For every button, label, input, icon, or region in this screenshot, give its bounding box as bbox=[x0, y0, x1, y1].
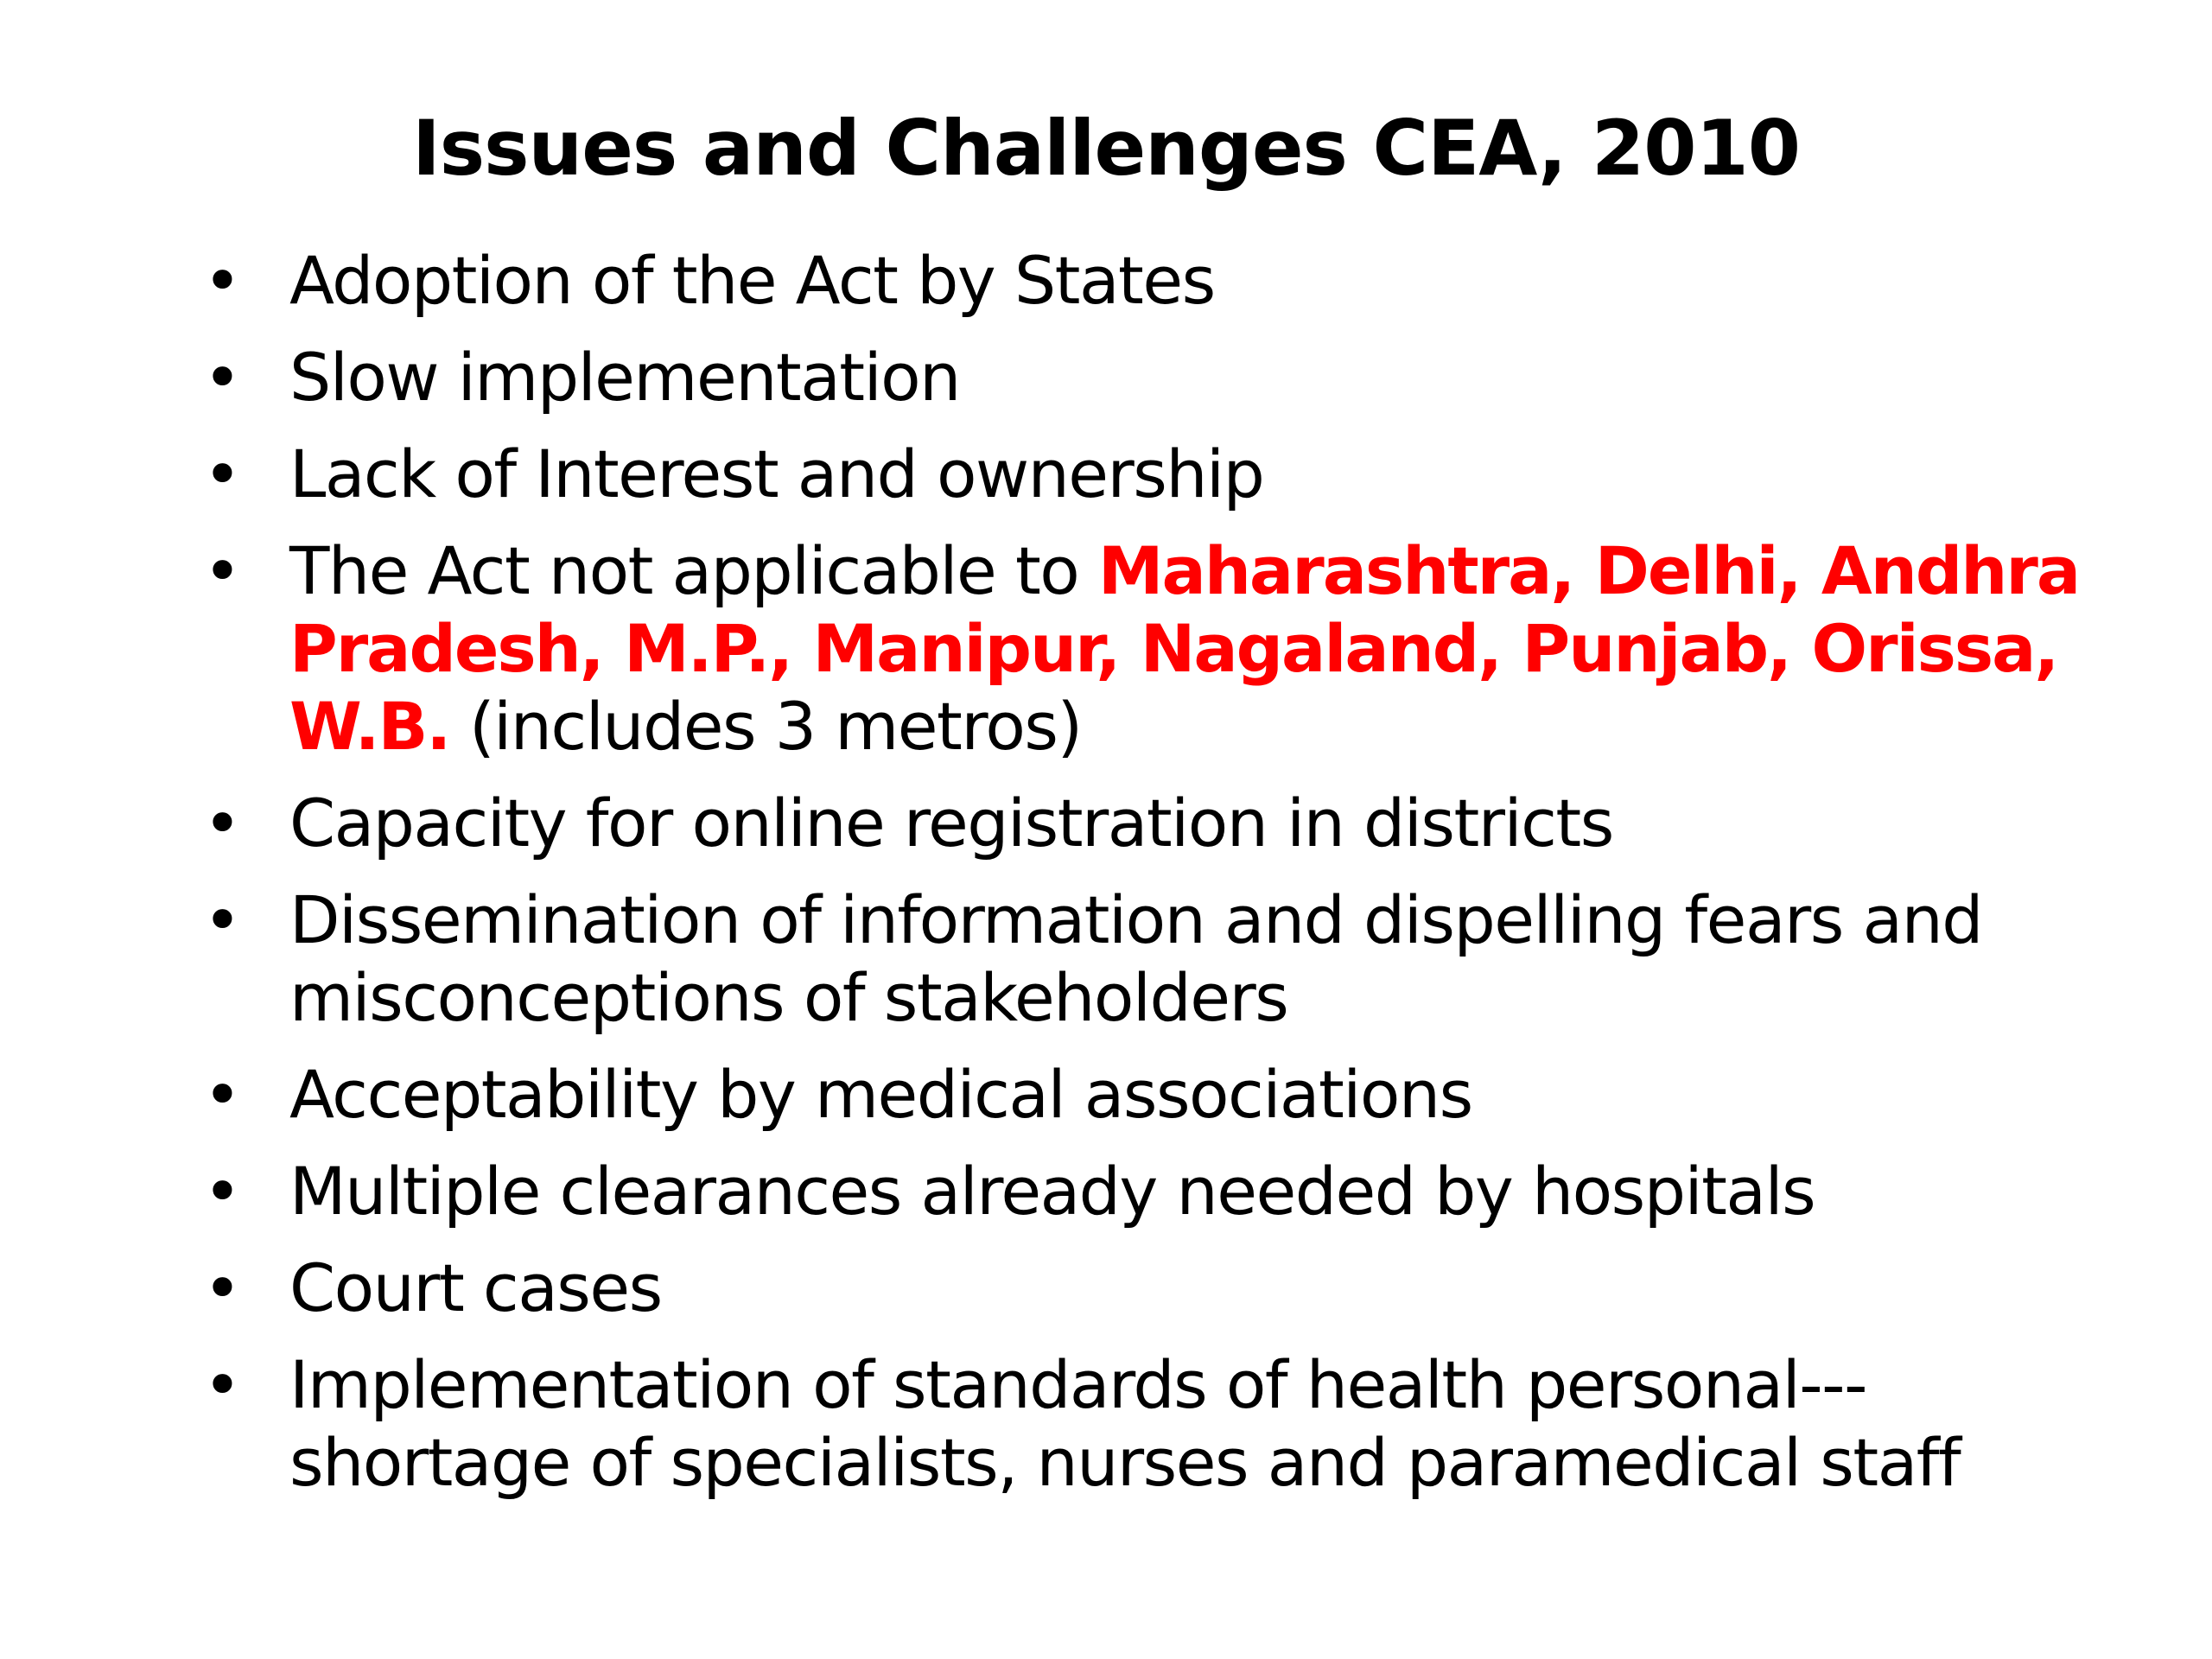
bullet-text: Lack of Interest and ownership bbox=[289, 435, 1264, 512]
bullet-text: The Act not applicable to bbox=[289, 532, 1098, 609]
bullet-item bbox=[194, 435, 2061, 513]
slide-title: Issues and Challenges CEA, 2010 bbox=[412, 104, 1800, 193]
state-list-highlight: Maharashtra, Delhi, Andhra bbox=[1097, 532, 2080, 609]
bullet-text: misconceptions of stakeholders bbox=[289, 959, 1288, 1036]
bullet-text: shortage of specialists, nurses and paramedical staff bbox=[289, 1424, 1961, 1501]
bullet-text: (includes 3 metros) bbox=[449, 688, 1082, 765]
bullet-dot-icon: • bbox=[203, 1249, 241, 1326]
bullet-text: Court cases bbox=[289, 1249, 662, 1326]
bullet-text: Dissemination of information and dispelling fears and bbox=[289, 881, 1982, 958]
bullet-item bbox=[194, 1153, 2061, 1230]
bullet-dot-icon: • bbox=[203, 242, 241, 319]
bullet-dot-icon: • bbox=[203, 881, 241, 958]
bullet-text: Multiple clearances already needed by hospitals bbox=[289, 1153, 1815, 1230]
state-list-highlight: Pradesh, M.P., Manipur, Nagaland, Punjab, Orissa, bbox=[289, 610, 2058, 687]
bullet-text: Slow implementation bbox=[289, 339, 960, 416]
bullet-dot-icon: • bbox=[203, 339, 241, 416]
bullet-dot-icon: • bbox=[203, 1153, 241, 1230]
bullet-item bbox=[194, 1056, 2061, 1134]
bullet-item bbox=[194, 1249, 2061, 1327]
bullet-dot-icon: • bbox=[203, 532, 241, 609]
bullet-item bbox=[194, 881, 2061, 1037]
bullet-dot-icon: • bbox=[203, 785, 241, 861]
bullet-item bbox=[194, 1346, 2061, 1502]
bullet-item-states bbox=[194, 532, 2080, 766]
bullet-text: Adoption of the Act by States bbox=[289, 242, 1215, 319]
bullet-dot-icon: • bbox=[203, 435, 241, 512]
bullet-list bbox=[194, 242, 2080, 1521]
bullet-dot-icon: • bbox=[203, 1346, 241, 1423]
bullet-item bbox=[194, 242, 2061, 320]
bullet-dot-icon: • bbox=[203, 1056, 241, 1133]
bullet-text: Capacity for online registration in districts bbox=[289, 785, 1613, 861]
bullet-text: Implementation of standards of health personal--- bbox=[289, 1346, 1867, 1423]
bullet-item bbox=[194, 785, 2061, 862]
state-list-highlight: W.B. bbox=[289, 688, 450, 765]
bullet-item bbox=[194, 339, 2061, 416]
bullet-text: Acceptability by medical associations bbox=[289, 1056, 1472, 1133]
